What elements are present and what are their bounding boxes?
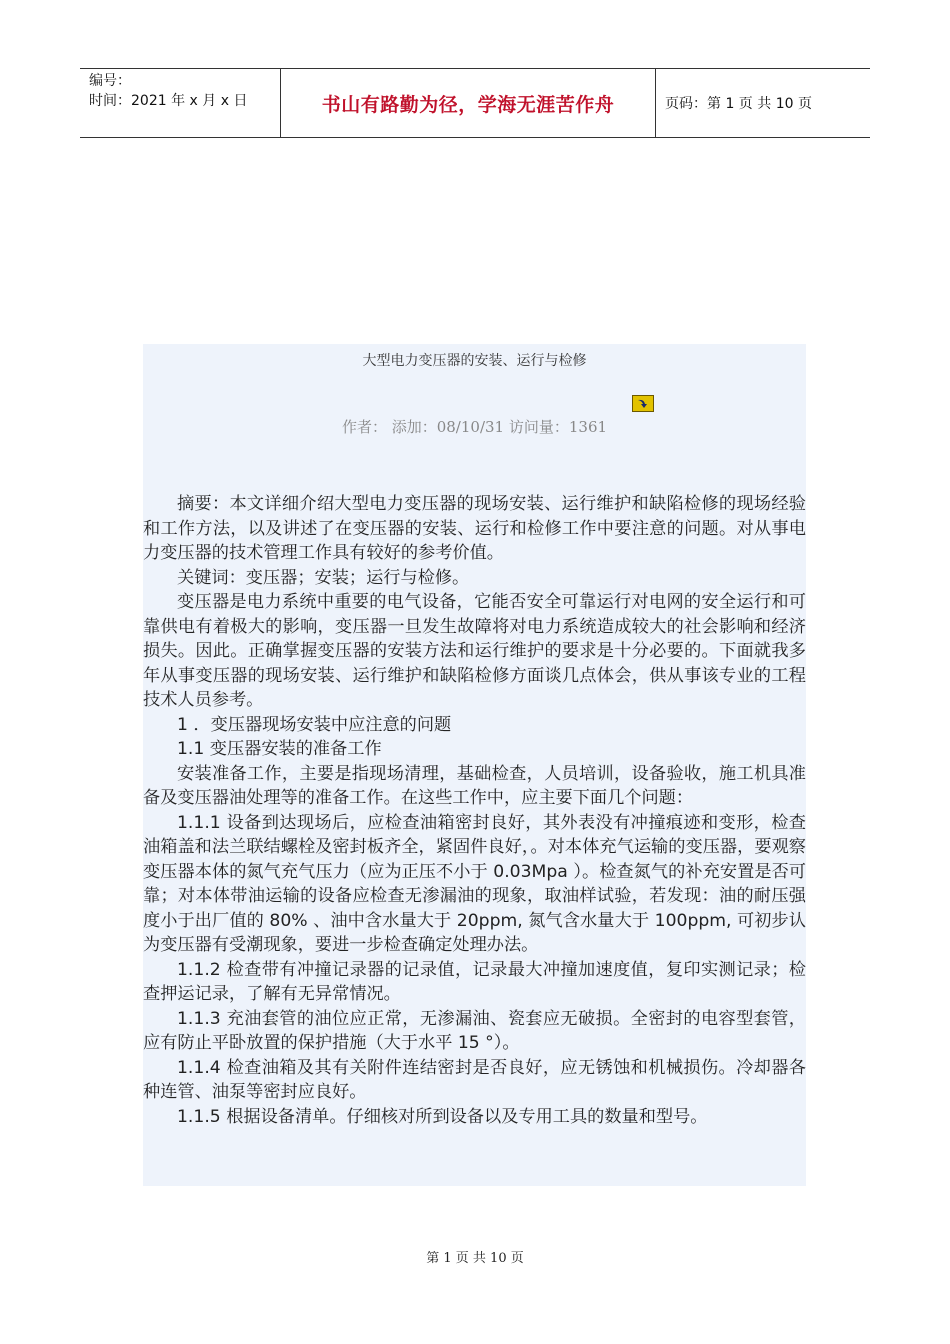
article-panel [143,344,806,1186]
item-1-1-3: 1.1.3 充油套管的油位应正常，无渗漏油、瓷套应无破损。全密封的电容型套管，应有防止平卧放置的保护措施（大于水平 15 °）。 [143,1008,806,1053]
article-title: 大型电力变压器的安装、运行与检修 [362,353,587,369]
item-1-1-4: 1.1.4 检查油箱及其有关附件连结密封是否良好，应无锈蚀和机械损伤。冷却器各种连管、油泵等密封应良好。 [143,1057,806,1102]
header-info-cell [80,69,281,137]
document-number-label: 编号： [89,73,131,89]
intro-paragraph: 变压器是电力系统中重要的电气设备，它能否安全可靠运行对电网的安全运行和可靠供电有着极大的影响，变压器一旦发生故障将对电力系统造成较大的社会影响和经济损失。因此。正确掌握变压器的安装方法和运行维护的要求是十分必要的。下面就我多年从事变压器的现场安装、运行维护和缺陷检修方面谈几点体会，供从事该专业的工程技术人员参考。 [143,592,806,710]
header-table [80,68,870,138]
page-footer: 第 1 页 共 10 页 [426,1251,524,1266]
item-1-1-5: 1.1.5 根据设备清单。仔细核对所到设备以及专用工具的数量和型号。 [177,1106,708,1127]
header-page-code: 页码：第 1 页 共 10 页 [665,96,812,112]
subsection-heading: 1.1 变压器安装的准备工作 [177,739,382,759]
document-time-label: 时间：2021 年 x 月 x 日 [89,93,248,109]
header-motto: 书山有路勤为径，学海无涯苦作舟 [281,69,656,137]
abstract-paragraph: 摘要：本文详细介绍大型电力变压器的现场安装、运行维护和缺陷检修的现场经验和工作方法，以及讲述了在变压器的安装、运行和检修工作中要注意的问题。对从事电力变压器的技术管理工作具有较好的参考价值。 [143,494,806,563]
item-1-1-1: 1.1.1 设备到达现场后，应检查油箱密封良好，其外表没有冲撞痕迹和变形，检查油箱盖和法兰联结螺栓及密封板齐全，紧固件良好，。对本体充气运输的变压器，要观察变压器本体的氮气充气压力（应为正压不小于 0.03Mpa ）。检查氮气的补充安置是否可靠；对本体带油运输的设备应检查无渗漏油的现象，取油样试验，若发现：油的耐压强度小于出厂值的 80% 、油中含水量大于 20ppm, 氮气含水量大于 100ppm, 可初步认为变压器有受潮现象，要进一步检查确定处理办法。 [143,812,806,955]
share-arrow-icon[interactable] [632,395,654,412]
section-heading: 1 ．变压器现场安装中应注意的问题 [177,714,452,735]
item-1-1-2: 1.1.2 检查带有冲撞记录器的记录值，记录最大冲撞加速度值，复印实测记录；检查押运记录，了解有无异常情况。 [143,959,806,1004]
keywords-paragraph: 关键词：变压器；安装；运行与检修。 [177,567,470,588]
preparation-paragraph: 安装准备工作，主要是指现场清理，基础检查，人员培训，设备验收，施工机具准备及变压器油处理等的准备工作。在这些工作中，应主要下面几个问题： [143,763,806,808]
article-meta: 作者： 添加：08/10/31 访问量：1361 [341,418,608,436]
article-body [143,492,806,1129]
share-arrow-glyph [635,398,651,410]
